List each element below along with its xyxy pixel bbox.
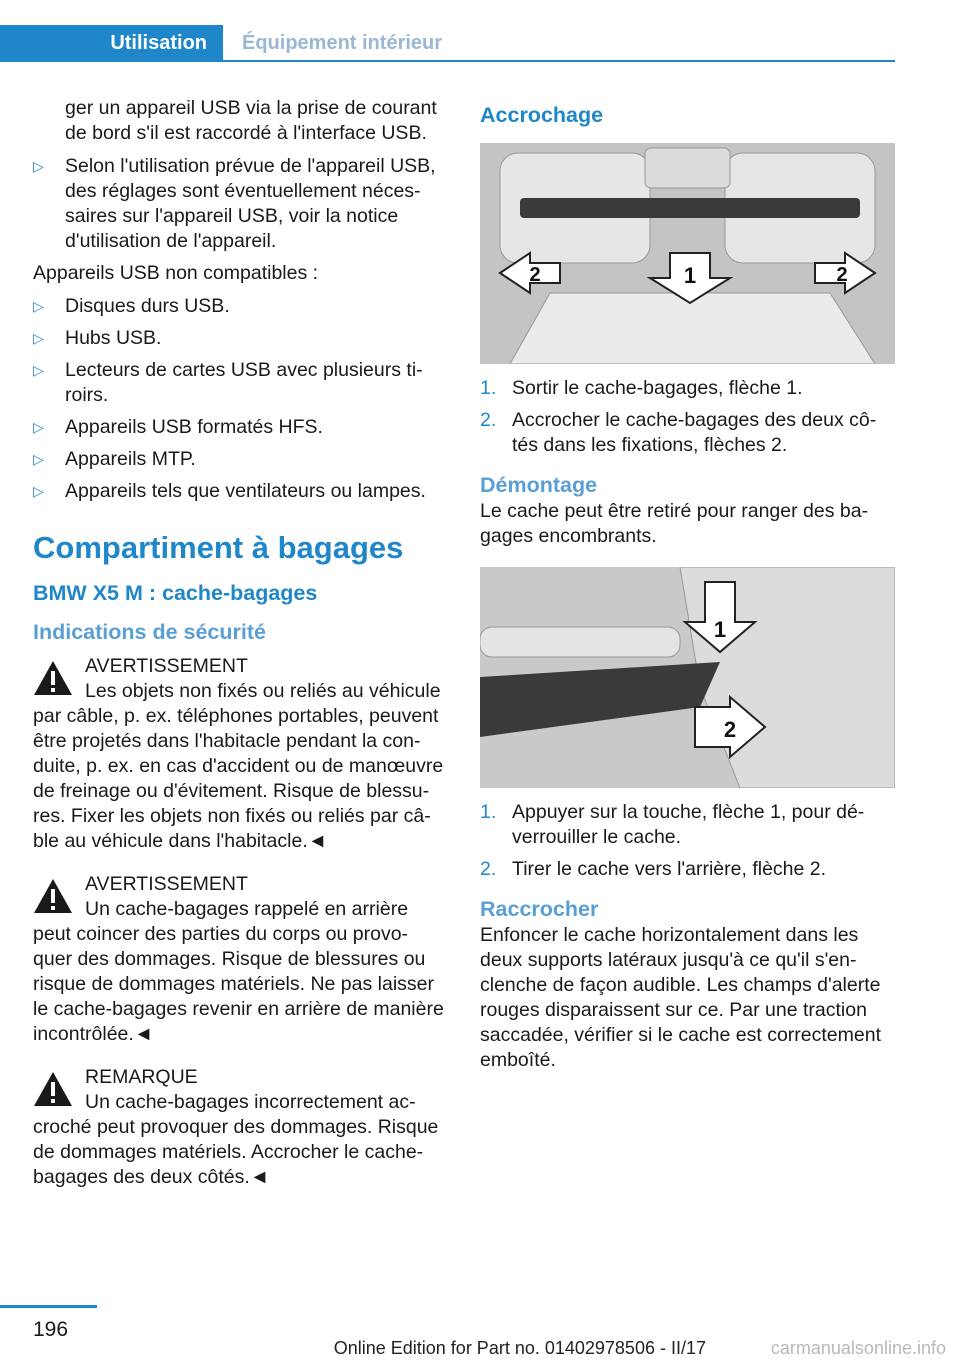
cover-removal-illustration bbox=[480, 567, 895, 788]
triangle-bullet-icon: ▷ bbox=[33, 158, 44, 174]
step-item bbox=[480, 408, 895, 458]
step-text: Tirer le cache vers l'arrière, flèche 2. bbox=[512, 858, 827, 880]
step-number: 1. bbox=[480, 801, 497, 823]
list-item bbox=[33, 294, 448, 319]
notice-block bbox=[33, 1065, 448, 1190]
list-item bbox=[33, 415, 448, 440]
notice-title: REMARQUE bbox=[85, 1066, 198, 1088]
cargo-cover-illustration bbox=[480, 143, 895, 364]
warning-title: AVERTISSEMENT bbox=[85, 655, 248, 677]
list-item-text: Hubs USB. bbox=[65, 327, 162, 349]
arrow-label: 1 bbox=[713, 617, 727, 642]
triangle-bullet-icon: ▷ bbox=[33, 298, 44, 314]
step-number: 2. bbox=[480, 409, 497, 431]
cargo-cover-removal-figure bbox=[480, 567, 895, 788]
notice-text: croché peut provoquer des dommages. Risque de dommages matériels. Accrocher le cache- bagages des deux côtés.◄ bbox=[33, 1116, 439, 1188]
step-number: 1. bbox=[480, 377, 497, 399]
arrow-label: 2 bbox=[723, 717, 737, 742]
right-column bbox=[480, 96, 895, 1081]
warning-triangle-icon bbox=[33, 660, 73, 696]
list-item-text: Disques durs USB. bbox=[65, 295, 230, 317]
warning-text-first: Les objets non fixés ou reliés au véhicule bbox=[85, 680, 441, 702]
list-item-text: Selon l'utilisation prévue de l'appareil USB, des réglages sont éventuellement néces‐ saires sur l'appareil USB, voir la notice d'utilisation de l'appareil. bbox=[65, 155, 436, 252]
step-text: Accrocher le cache-bagages des deux cô‐ tés dans les fixations, flèches 2. bbox=[512, 409, 877, 456]
heading-bmw-cache: BMW X5 M : cache-bagages bbox=[33, 581, 318, 605]
triangle-bullet-icon: ▷ bbox=[33, 362, 44, 378]
triangle-bullet-icon: ▷ bbox=[33, 330, 44, 346]
warning-title: AVERTISSEMENT bbox=[85, 873, 248, 895]
watermark: carmanualsonline.info bbox=[770, 1338, 946, 1358]
heading-securite: Indications de sécurité bbox=[33, 620, 266, 644]
usb-notes-list bbox=[33, 154, 448, 254]
header-divider bbox=[0, 60, 895, 62]
list-item bbox=[33, 326, 448, 351]
step-item bbox=[480, 857, 895, 882]
warning-triangle-icon bbox=[33, 878, 73, 914]
warning-triangle-icon bbox=[33, 1071, 73, 1107]
warning-text-first: Un cache-bagages rappelé en arrière bbox=[85, 898, 409, 920]
page-number: 196 bbox=[33, 1318, 69, 1341]
cargo-cover-hook-figure bbox=[480, 143, 895, 364]
step-text: Appuyer sur la touche, flèche 1, pour dé‐ verrouiller le cache. bbox=[512, 801, 865, 848]
section-tab-equipement: Équipement intérieur bbox=[242, 32, 443, 54]
list-item bbox=[33, 154, 448, 254]
triangle-bullet-icon: ▷ bbox=[33, 451, 44, 467]
step-number: 2. bbox=[480, 858, 497, 880]
list-item-text: Appareils MTP. bbox=[65, 448, 196, 470]
warning-block bbox=[33, 654, 448, 854]
triangle-bullet-icon: ▷ bbox=[33, 483, 44, 499]
accrochage-steps bbox=[480, 376, 895, 458]
heading-compartiment: Compartiment à bagages bbox=[33, 530, 404, 565]
notice-text-first: Un cache-bagages incorrectement ac‐ bbox=[85, 1091, 416, 1113]
list-item-text: Lecteurs de cartes USB avec plusieurs ti‐ roirs. bbox=[65, 359, 423, 406]
demontage-text: Le cache peut être retiré pour ranger des ba‐ gages encombrants. bbox=[480, 500, 869, 547]
section-tab-utilisation: Utilisation bbox=[0, 25, 223, 62]
list-item bbox=[33, 358, 448, 408]
non-compatible-label: Appareils USB non compatibles : bbox=[33, 262, 319, 284]
heading-accrochage: Accrochage bbox=[480, 103, 604, 127]
arrow-label: 2 bbox=[529, 264, 541, 286]
non-compatible-list bbox=[33, 294, 448, 504]
heading-demontage: Démontage bbox=[480, 473, 598, 497]
raccrocher-text: Enfoncer le cache horizontalement dans les deux supports latéraux jusqu'à ce qu'il s'en‐ clenche de façon audible. Les champs d'alerte rouges disparaissent sur ce. Par une traction saccadée, vérifier si le cache est correctement emboîté. bbox=[480, 924, 882, 1071]
warning-text: peut coincer des parties du corps ou provo‐ quer des dommages. Risque de blessures ou risque de dommages matériels. Ne pas laisser le cache-bagages revenir en arrière de manière incontrôlée.◄ bbox=[33, 923, 444, 1045]
heading-raccrocher: Raccrocher bbox=[480, 897, 599, 921]
left-column bbox=[33, 96, 448, 1208]
warning-text: par câble, p. ex. téléphones portables, peuvent être projetés dans l'habitacle pendant la con‐ duite, p. ex. en cas d'accident ou de manœuvre de freinage ou d'évitement. Risque de blessu‐ res. Fixer les objets non fixés ou reliés par câ‐ ble au véhicule dans l'habitacle.◄ bbox=[33, 705, 444, 852]
list-item bbox=[33, 447, 448, 472]
triangle-bullet-icon: ▷ bbox=[33, 419, 44, 435]
arrow-label: 1 bbox=[683, 263, 697, 288]
list-item-text: Appareils USB formatés HFS. bbox=[65, 416, 323, 438]
page-header bbox=[0, 0, 960, 62]
step-item bbox=[480, 800, 895, 850]
step-text: Sortir le cache-bagages, flèche 1. bbox=[512, 377, 803, 399]
edition-note: Online Edition for Part no. 01402978506 - II/17 bbox=[333, 1338, 706, 1358]
arrow-label: 2 bbox=[836, 264, 848, 286]
list-item bbox=[33, 479, 448, 504]
warning-block bbox=[33, 872, 448, 1047]
list-item-text: Appareils tels que ventilateurs ou lampes. bbox=[65, 480, 426, 502]
intro-continuation: ger un appareil USB via la prise de courant de bord s'il est raccordé à l'interface USB. bbox=[65, 97, 437, 144]
step-item bbox=[480, 376, 895, 401]
demontage-steps bbox=[480, 800, 895, 882]
footer-divider bbox=[0, 1305, 97, 1308]
